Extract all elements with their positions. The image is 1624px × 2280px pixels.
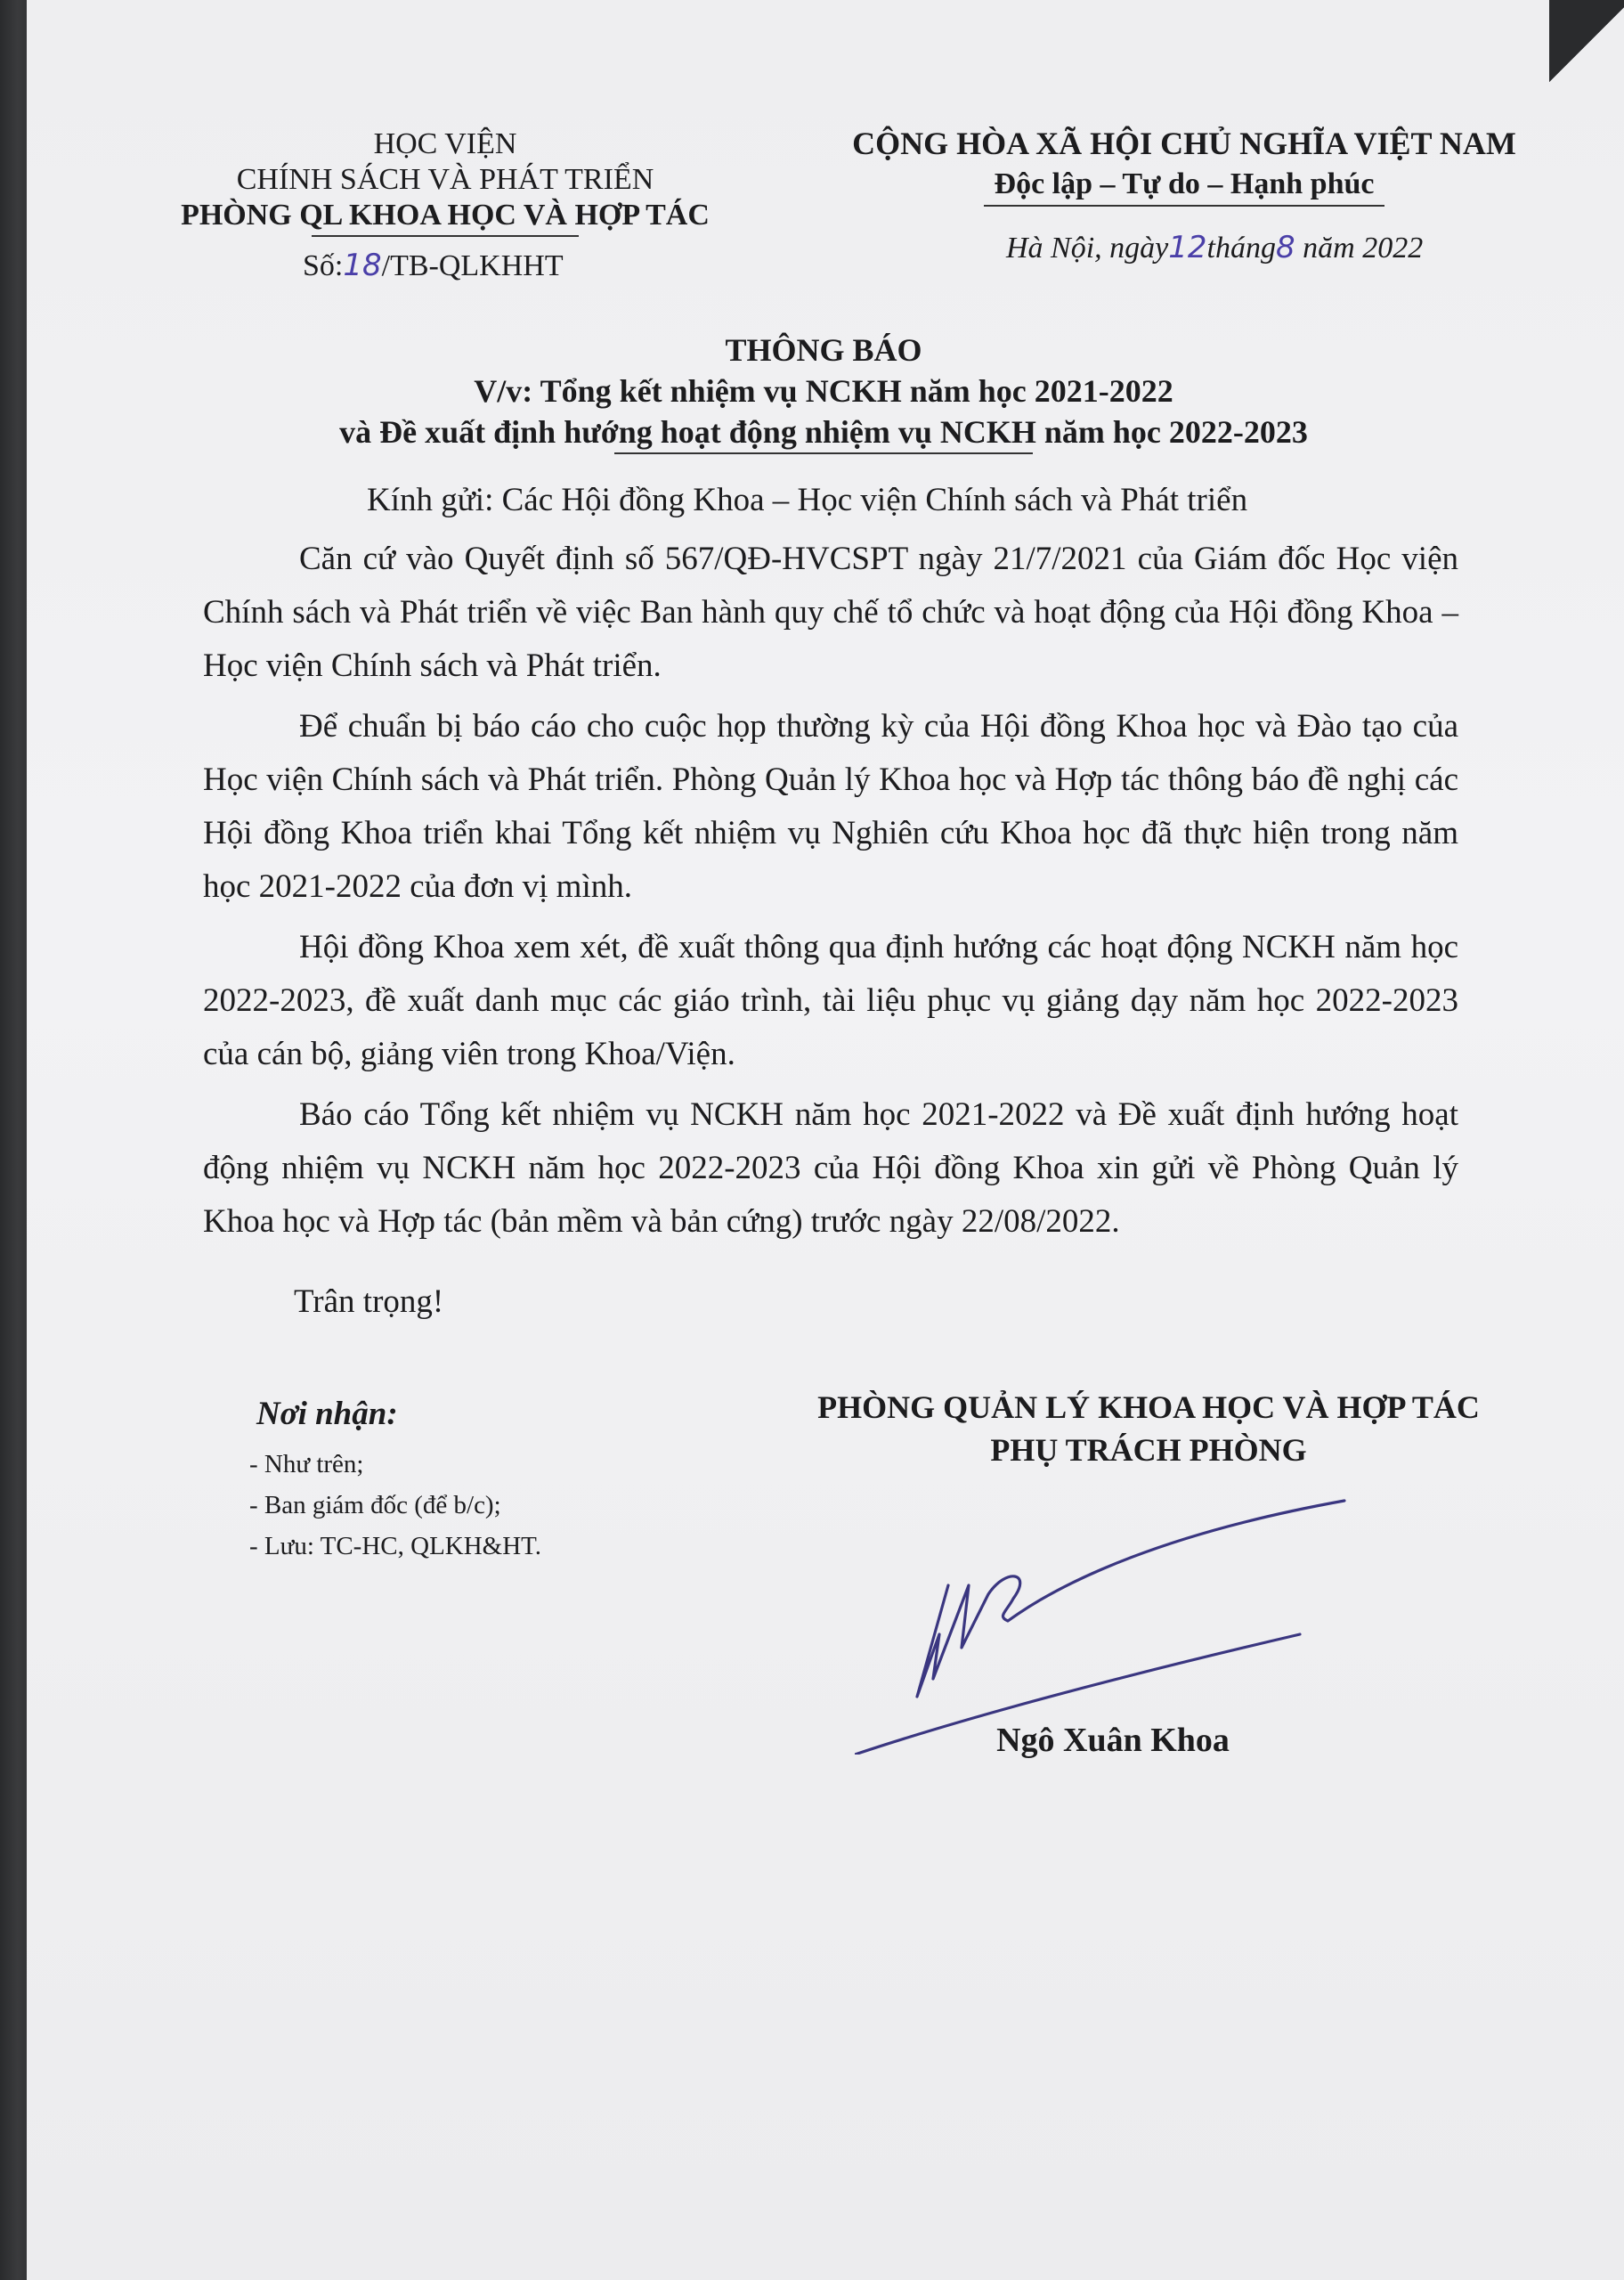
recipient-item: - Ban giám đốc (để b/c);: [249, 1491, 501, 1519]
title-underline: [614, 452, 1033, 454]
motto-underline: [984, 205, 1384, 207]
document-number-suffix: /TB-QLKHHT: [381, 249, 564, 282]
signature-stroke-main: [917, 1501, 1344, 1697]
closing-greeting: Trân trọng!: [294, 1283, 444, 1320]
body-text: [203, 533, 1458, 1256]
date-prefix: Hà Nội, ngày: [1006, 232, 1169, 265]
title-line-1: THÔNG BÁO: [725, 332, 922, 368]
signer-name: Ngô Xuân Khoa: [996, 1722, 1230, 1759]
recipients-list: [249, 1395, 694, 1567]
recipients-heading: Nơi nhận:: [256, 1396, 398, 1432]
issue-date: [1006, 230, 1423, 265]
paragraph: Căn cứ vào Quyết định số 567/QĐ-HVCSPT ngày 21/7/2021 của Giám đốc Học viện Chính sách và Phát triển về việc Ban hành quy chế tổ chức và hoạt động của Hội đồng Khoa – Học viện Chính sách và Phát triển.: [203, 541, 1458, 684]
document-number-handwritten: 18: [343, 248, 382, 283]
national-name: CỘNG HÒA XÃ HỘI CHỦ NGHĨA VIỆT NAM: [852, 126, 1516, 161]
document-number-prefix: Số:: [303, 249, 344, 282]
recipient-item: - Như trên;: [249, 1450, 364, 1478]
page-corner-shadow: [1549, 0, 1624, 89]
date-month-label: tháng: [1206, 232, 1276, 265]
org-line-3: PHÒNG QL KHOA HỌC VÀ HỢP TÁC: [181, 199, 710, 232]
issuing-organization: [125, 126, 766, 237]
title-line-3: và Đề xuất định hướng hoạt động nhiệm vụ NCKH năm học 2022-2023: [339, 414, 1308, 450]
document-number: [303, 248, 564, 283]
paragraph: Báo cáo Tổng kết nhiệm vụ NCKH năm học 2021-2022 và Đề xuất định hướng hoạt động nhiệm vụ NCKH năm học 2022-2023 của Hội đồng Khoa xin gửi về Phòng Quản lý Khoa học và Hợp tác (bản mềm và bản cứng) trước ngày 22/08/2022.: [203, 1096, 1458, 1240]
signing-role: PHỤ TRÁCH PHÒNG: [990, 1432, 1307, 1468]
addressee: Kính gửi: Các Hội đồng Khoa – Học viện Chính sách và Phát triển: [367, 482, 1248, 518]
org-line-1: HỌC VIỆN: [373, 127, 517, 160]
signing-department: PHÒNG QUẢN LÝ KHOA HỌC VÀ HỢP TÁC: [817, 1389, 1480, 1425]
paragraph: Hội đồng Khoa xem xét, đề xuất thông qua định hướng các hoạt động NCKH năm học 2022-2023, đề xuất danh mục các giáo trình, tài liệu phục vụ giảng dạy năm học 2022-2023 của cán bộ, giảng viên trong Khoa/Viện.: [203, 929, 1458, 1072]
handwritten-signature-icon: [855, 1487, 1371, 1755]
motto: Độc lập – Tự do – Hạnh phúc: [994, 167, 1375, 200]
paragraph: Để chuẩn bị báo cáo cho cuộc họp thường kỳ của Hội đồng Khoa học và Đào tạo của Học viện Chính sách và Phát triển. Phòng Quản lý Khoa học và Hợp tác thông báo đề nghị các Hội đồng Khoa triển khai Tổng kết nhiệm vụ Nghiên cứu Khoa học đã thực hiện trong năm học 2021-2022 của đơn vị mình.: [203, 708, 1458, 905]
title-line-2: V/v: Tổng kết nhiệm vụ NCKH năm học 2021-2022: [474, 373, 1173, 409]
date-month-handwritten: 8: [1276, 230, 1295, 265]
date-day-handwritten: 12: [1168, 230, 1207, 265]
recipient-item: - Lưu: TC-HC, QLKH&HT.: [249, 1532, 541, 1560]
national-motto: [766, 123, 1603, 207]
date-year: năm 2022: [1303, 232, 1424, 265]
document-title: [205, 330, 1442, 454]
org-underline: [312, 235, 579, 237]
org-line-2: CHÍNH SÁCH VÀ PHÁT TRIỂN: [236, 163, 654, 196]
signature-block: [730, 1386, 1567, 1471]
